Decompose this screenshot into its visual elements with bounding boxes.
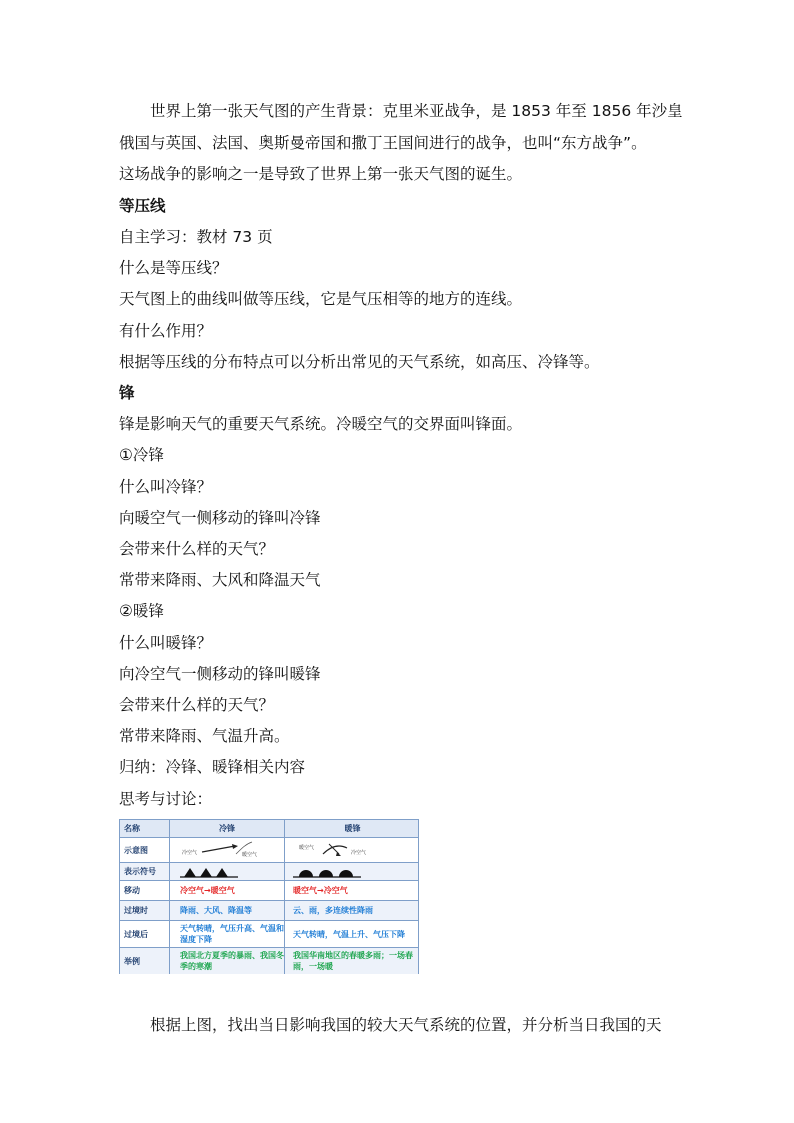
question-warm-weather: 会带来什么样的天气？ — [119, 696, 275, 714]
closing-paragraph-line: 根据上图，找出当日影响我国的较大天气系统的位置，并分析当日我国的天 — [150, 1016, 662, 1034]
answer-warm-weather: 常带来降雨、气温升高。 — [119, 727, 290, 745]
header-cold-front: 冷锋 — [170, 820, 285, 837]
question-warm-front: 什么叫暖锋？ — [119, 634, 213, 652]
header-warm-front: 暖锋 — [344, 824, 361, 833]
answer-what-isobar: 天气图上的曲线叫做等压线，它是气压相等的地方的连线。 — [119, 290, 523, 308]
cold-front-diagram — [170, 838, 285, 862]
warm-front-after: 天气转晴，气温上升、气压下降 — [293, 929, 405, 939]
self-study-line: 自主学习：教材 73 页 — [119, 228, 273, 246]
background-paragraph-line-1: 世界上第一张天气图的产生背景：克里米亚战争，是 1853 年至 1856 年沙皇 — [150, 102, 683, 120]
table-row-during — [120, 901, 418, 921]
question-cold-weather: 会带来什么样的天气？ — [119, 540, 275, 558]
cold-front-diagram-icon — [180, 840, 270, 860]
row-label-symbol: 表示符号 — [120, 863, 170, 880]
question-use: 有什么作用？ — [119, 322, 213, 340]
summary-line: 归纳：冷锋、暖锋相关内容 — [119, 758, 306, 776]
row-label-diagram: 示意图 — [120, 838, 170, 862]
row-label-during: 过境时 — [120, 901, 170, 920]
table-row-example — [120, 948, 418, 974]
question-cold-front: 什么叫冷锋？ — [119, 478, 213, 496]
cold-air-label: 冷空气 — [182, 850, 198, 856]
warm-front-diagram-icon — [293, 840, 393, 860]
background-paragraph-line-3: 这场战争的影响之一是导致了世界上第一张天气图的诞生。 — [119, 165, 523, 183]
warm-front-title: ②暖锋 — [119, 602, 164, 620]
warm-air-label-2: 暖空气 — [299, 845, 315, 851]
answer-warm-front: 向冷空气一侧移动的锋叫暖锋 — [119, 665, 321, 683]
front-definition: 锋是影响天气的重要天气系统。冷暖空气的交界面叫锋面。 — [119, 415, 523, 433]
question-what-isobar: 什么是等压线？ — [119, 259, 228, 277]
row-label-example: 举例 — [120, 948, 170, 974]
table-row-after — [120, 921, 418, 948]
warm-air-label: 暖空气 — [242, 852, 258, 858]
cold-front-symbol-icon — [180, 866, 240, 878]
background-paragraph-line-2: 俄国与英国、法国、奥斯曼帝国和撒丁王国间进行的战争，也叫“东方战争”。 — [119, 134, 647, 152]
table-row-move — [120, 881, 418, 901]
row-label-after: 过境后 — [120, 921, 170, 947]
warm-front-symbol-icon — [293, 866, 363, 878]
answer-cold-weather: 常带来降雨、大风和降温天气 — [119, 571, 321, 589]
cold-front-move: 冷空气→暖空气 — [170, 881, 285, 900]
cold-front-symbol — [170, 863, 285, 880]
row-label-move: 移动 — [120, 881, 170, 900]
table-header-row — [120, 820, 418, 838]
front-comparison-table — [119, 819, 419, 974]
warm-front-move: 暖空气→冷空气 — [293, 886, 348, 895]
table-row-diagram — [120, 838, 418, 863]
cold-front-during: 降雨、大风、降温等 — [170, 901, 285, 920]
warm-front-example: 我国华南地区的春暖多雨；一场春雨，一场暖 — [293, 951, 413, 971]
cold-front-title: ①冷锋 — [119, 446, 164, 464]
header-name: 名称 — [120, 820, 170, 837]
isobar-heading: 等压线 — [119, 197, 166, 215]
cold-front-after: 天气转晴，气压升高、气温和湿度下降 — [170, 921, 285, 947]
warm-front-during: 云、雨，多连续性降雨 — [293, 906, 373, 915]
answer-use: 根据等压线的分布特点可以分析出常见的天气系统，如高压、冷锋等。 — [119, 353, 600, 371]
cold-air-label-2: 冷空气 — [351, 850, 367, 856]
cold-front-example: 我国北方夏季的暴雨、我国冬季的寒潮 — [170, 948, 285, 974]
warm-front-symbol — [285, 863, 420, 880]
answer-cold-front: 向暖空气一侧移动的锋叫冷锋 — [119, 509, 321, 527]
table-row-symbol — [120, 863, 418, 881]
discussion-line: 思考与讨论： — [119, 790, 213, 808]
warm-front-diagram — [285, 838, 420, 862]
front-heading: 锋 — [119, 384, 135, 402]
